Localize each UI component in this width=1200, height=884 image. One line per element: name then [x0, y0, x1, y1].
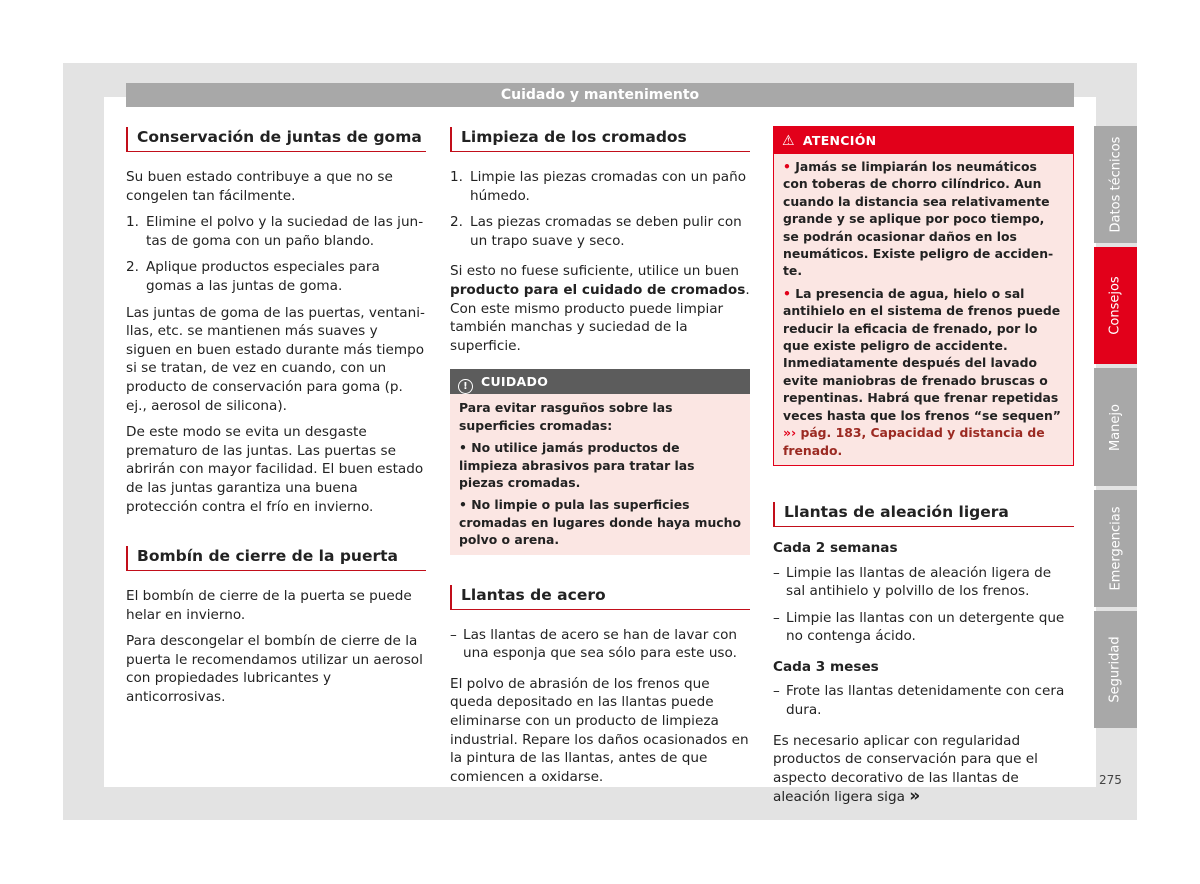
tab-consejos[interactable]: Consejos — [1094, 247, 1137, 364]
paragraph: Su buen estado contribuye a que no se congelen tan fácilmente. — [126, 169, 393, 204]
column-middle — [450, 127, 750, 786]
caution-header: ! CUIDADO — [450, 369, 750, 394]
subheading: Cada 2 semanas — [773, 539, 898, 556]
warning-triangle-icon: ⚠ — [782, 133, 795, 149]
caution-box — [450, 369, 750, 554]
dash-list — [450, 626, 750, 663]
paragraph: Es necesario aplicar con regularidad productos de conservación para que el aspecto decorativo de las llantas de aleación ligera siga » — [773, 732, 1038, 807]
page-number: 275 — [1099, 773, 1122, 787]
steps-list — [450, 168, 750, 250]
page-reference-link[interactable]: »› pág. 183, Capacidad y distancia de frenado. — [783, 425, 1045, 458]
section-title-juntas: Conservación de juntas de goma — [126, 127, 426, 152]
bullet-icon: • — [459, 497, 472, 513]
paragraph: El polvo de abrasión de los frenos que queda depositado en las llantas puede eliminarse con un producto de limpieza industrial. Repare los daños ocasionados en la pintura de las llantas, antes de que comiencen a oxidarse. — [450, 675, 749, 785]
list-item: 1. Elimine el polvo y la suciedad de las juntas de goma con un paño blando. — [126, 214, 424, 249]
column-left — [126, 127, 426, 707]
paragraph: Las juntas de goma de las puertas, ventanillas, etc. se mantienen más suaves y siguen en buen estado durante más tiempo si se tratan, de vez en cuando, con un producto de conservación para goma (p. ej., aerosol de silicona). — [126, 304, 425, 414]
list-item: – Limpie las llantas de aleación ligera de sal antihielo y polvillo de los frenos. — [773, 564, 1052, 600]
warning-header: ⚠ ATENCIÓN — [774, 127, 1073, 154]
caution-icon: ! — [458, 379, 473, 394]
caution-body: Para evitar rasguños sobre las superficies cromadas: • No utilice jamás productos de limpieza abrasivos para tratar las piezas cromadas. • No limpie o pula las superficies cromadas en lugares donde haya mucho polvo o arena. — [459, 400, 741, 548]
dash-list — [773, 564, 1074, 646]
paragraph: El bombín de cierre de la puerta se puede helar en invierno. — [126, 588, 412, 623]
list-item: – Las llantas de acero se han de lavar con una esponja que sea sólo para este uso. — [450, 626, 738, 662]
tab-emergencias[interactable]: Emergencias — [1094, 490, 1137, 607]
steps-list — [126, 213, 426, 295]
section-title-aleacion: Llantas de aleación ligera — [773, 502, 1074, 527]
bullet-icon: • — [783, 285, 796, 301]
paragraph: Para descongelar el bombín de cierre de la puerta le recomendamos utilizar un aerosol con propiedades lubricantes y anticorrosivas. — [126, 633, 423, 706]
paragraph: Si esto no fuese suficiente, utilice un buen producto para el cuidado de cromados. Con este mismo producto puede limpiar también manchas y suciedad de la superficie. — [450, 263, 750, 354]
section-title-acero: Llantas de acero — [450, 585, 750, 610]
list-item: – Frote las llantas detenidamente con cera dura. — [773, 683, 1065, 719]
list-item: 1. Limpie las piezas cromadas con un paño húmedo. — [450, 169, 747, 204]
page-header: Cuidado y mantenimento — [126, 83, 1074, 107]
dash-list — [773, 682, 1074, 719]
warning-body: • Jamás se limpiarán los neumáticos con toberas de chorro cilíndrico. Aun cuando la distancia sea relativamente grande y se aplique por poco tiempo, se podrán ocasionar daños en los neumáticos. Existe peligro de accidente. • La presencia de agua, hielo o sal antihielo en el sistema de frenos puede reducir la eficacia de frenado, por lo que existe peligro de accidente. Inmediatamente después del lavado evite maniobras de frenado bruscas o repentinas. Habrá que frenar repetidas veces hasta que los frenos “se sequen” »› pág. 183, Capacidad y distancia de frenado. — [774, 154, 1073, 465]
tab-manejo[interactable]: Manejo — [1094, 368, 1137, 486]
section-title-bombin: Bombín de cierre de la puerta — [126, 546, 426, 571]
list-item: 2. Las piezas cromadas se deben pulir con un trapo suave y seco. — [450, 214, 742, 249]
subheading: Cada 3 meses — [773, 658, 879, 675]
section-title-cromados: Limpieza de los cromados — [450, 127, 750, 152]
warning-box — [773, 126, 1074, 466]
continue-arrow-icon: » — [909, 786, 921, 807]
bullet-icon: • — [783, 159, 796, 174]
bullet-icon: • — [459, 440, 472, 456]
list-item: – Limpie las llantas con un detergente que no contenga ácido. — [773, 609, 1065, 645]
tab-datos-tecnicos[interactable]: Datos técnicos — [1094, 126, 1137, 243]
column-right — [773, 126, 1074, 807]
tab-seguridad[interactable]: Seguridad — [1094, 611, 1137, 728]
list-item: 2. Aplique productos especiales para gomas a las juntas de goma. — [126, 259, 380, 294]
paragraph: De este modo se evita un desgaste prematuro de las juntas. Las puertas se abrirán con mayor facilidad. El buen estado de las juntas garantiza una buena protección contra el frío en invierno. — [126, 424, 424, 515]
